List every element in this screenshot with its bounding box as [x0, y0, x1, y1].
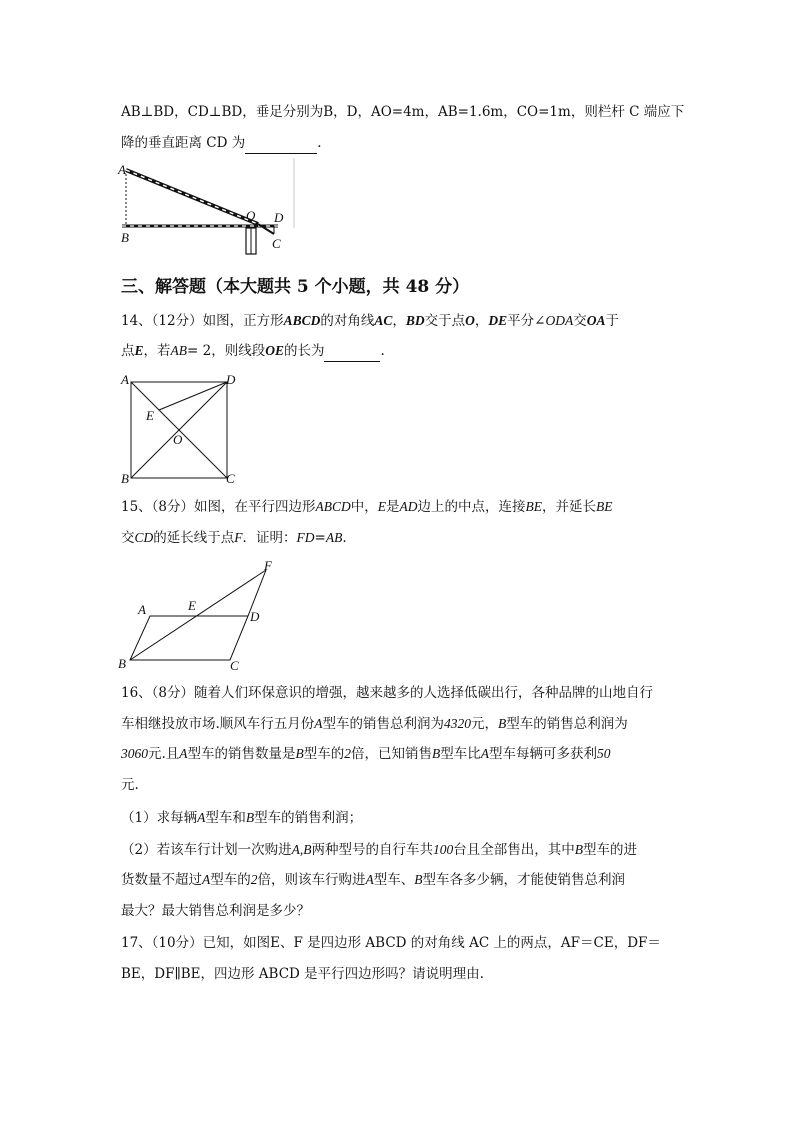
- q16-sub1: [121, 808, 362, 828]
- q14-e: E: [134, 343, 144, 358]
- q15-label-a: A: [138, 602, 146, 617]
- q13-label-a: A: [118, 162, 126, 177]
- q16-l2c: 元，: [471, 716, 499, 732]
- q16-a1: A: [314, 716, 323, 731]
- q16-line4: [121, 775, 139, 795]
- q15-p2: 中，: [350, 499, 378, 515]
- q13-answer-blank[interactable]: [245, 133, 317, 154]
- q16-b5: B: [574, 842, 583, 857]
- q16-b1: B: [498, 716, 507, 731]
- section3-title: 三、解答题（本大题共 5 个小题，共 48 分）: [121, 277, 470, 297]
- q16-s3e: 型车各多少辆，才能使销售总利润: [422, 872, 625, 888]
- q14-l2b: ，若: [143, 343, 171, 359]
- q14-answer-blank[interactable]: [324, 341, 380, 362]
- q13-figure: [118, 158, 298, 258]
- q16-n100: 100: [432, 842, 454, 857]
- q14-sep: ，: [392, 313, 406, 329]
- q15-be2: BE: [596, 499, 613, 514]
- q14-label-e: E: [146, 408, 154, 423]
- q16-s2b: 两种型号的自行车共: [311, 842, 433, 858]
- q13-line2: [121, 133, 322, 154]
- q16-l4: 元.: [121, 777, 139, 793]
- q15-be: BE: [525, 499, 543, 514]
- q16-s2d: 型车的进: [582, 842, 637, 858]
- q16-b4: B: [245, 810, 255, 825]
- q14-label-c: C: [226, 471, 235, 486]
- q14-o: O: [465, 313, 475, 328]
- q14-line1: [121, 311, 619, 331]
- q13-line1: [121, 102, 684, 122]
- q16-l2a: 车相继投放市场.顺风车行五月份: [121, 716, 315, 732]
- q14-label-d: D: [226, 372, 236, 387]
- q15-line1: [121, 497, 613, 517]
- q15-l2a: 交: [121, 530, 135, 546]
- q15-p5: ，并延长: [542, 499, 597, 515]
- q16-a2: A: [179, 746, 188, 761]
- q16-l2d: 型车的销售总利润为: [506, 716, 628, 732]
- q16-s3b: 型车的: [210, 872, 251, 888]
- q16-l3d: 倍，已知销售: [351, 746, 433, 762]
- q16-l3f: 型车每辆可多获利: [489, 746, 598, 762]
- q13-text1: AB⊥BD，CD⊥BD，垂足分别为B，D，AO=4m，AB=1.6m，CO=1m，则栏杆 C 端应下: [121, 104, 685, 120]
- q15-l2d: .: [342, 530, 347, 546]
- q14-l2a: 点: [121, 343, 135, 359]
- q16-l2b: 型车的销售总利润为: [322, 716, 445, 732]
- q14-seg-de: [159, 382, 227, 410]
- q15-fd: FD: [296, 530, 315, 545]
- q13-text2: 降的垂直距离 CD 为: [121, 135, 246, 151]
- q13-label-b: B: [121, 230, 129, 245]
- q14-t2: 交于点: [424, 313, 466, 329]
- q16-line3: [121, 744, 611, 764]
- q16-s2c: 台且全部售出，其中: [453, 842, 575, 858]
- q14-ac: AC: [374, 313, 393, 328]
- q16-s1c: 型车的销售利润；: [254, 810, 363, 826]
- q15-ab: AB: [325, 530, 343, 545]
- q16-l3b: 型车的销售数量是: [187, 746, 296, 762]
- q16-s3c: 倍，则该车行购进: [257, 872, 366, 888]
- q14-abcd: ABCD: [283, 313, 321, 328]
- q16-s3d: 型车、: [373, 872, 415, 888]
- q14-t0: 14、（12分）如图，正方形: [121, 313, 284, 329]
- q14-oe: OE: [265, 343, 284, 358]
- q17-l2: BE，DF∥BE，四边形 ABCD 是平行四边形吗？请说明理由.: [121, 966, 484, 982]
- q15-label-c: C: [230, 658, 239, 673]
- q14-oa: OA: [586, 313, 606, 328]
- q14-comma2: ，: [474, 313, 489, 329]
- q16-s2a: （2）若该车行计划一次购进: [121, 842, 292, 858]
- q16-line1: [121, 683, 653, 703]
- q16-sub2-line3: [121, 901, 310, 921]
- q16-a6: A: [365, 872, 374, 887]
- q16-n2a: 2: [344, 746, 352, 761]
- q15-line2: [121, 528, 347, 548]
- q15-label-e: E: [188, 598, 196, 613]
- q15-l2b: 的延长线于点: [153, 530, 235, 546]
- q16-a4: A: [197, 810, 206, 825]
- q14-l2c: = 2，则线段: [187, 343, 266, 359]
- q14-l2d: 的长为: [283, 343, 325, 359]
- q14-oda: ODA: [545, 313, 574, 328]
- q15-figure: [118, 558, 288, 673]
- q16-sub2-line2: [121, 870, 625, 890]
- q14-t5: 于: [605, 313, 619, 329]
- q14-label-a: A: [121, 372, 129, 387]
- q15-seg-bf: [130, 570, 266, 660]
- q15-p1: 15、（8分）如图，在平行四边形: [121, 499, 316, 515]
- q16-l3e: 型车比: [440, 746, 481, 762]
- q16-a3: A: [480, 746, 490, 761]
- q14-ab: AB: [170, 343, 188, 358]
- q16-s1a: （1）求每辆: [121, 810, 198, 826]
- q13-label-d: D: [274, 210, 284, 225]
- q14-label-o: O: [173, 432, 183, 447]
- q16-s4: 最大？最大销售总利润是多少？: [121, 903, 310, 919]
- q14-bd: BD: [405, 313, 425, 328]
- q13-label-o: O: [246, 208, 256, 223]
- q16-ab: A,B: [291, 842, 312, 857]
- q16-a5: A: [202, 872, 211, 887]
- q17-line2: [121, 964, 484, 984]
- q14-t3: 平分∠: [507, 313, 546, 329]
- q14-t1: 的对角线: [320, 313, 375, 329]
- q16-l3a: 元.且: [148, 746, 180, 762]
- q14-figure: [118, 370, 248, 485]
- q16-b2: B: [295, 746, 304, 761]
- q15-label-d: D: [250, 609, 260, 624]
- q15-ad: AD: [399, 499, 418, 514]
- q15-p4: 边上的中点，连接: [417, 499, 526, 515]
- q16-line2: [121, 714, 628, 734]
- q16-l1: 16、（8分）随着人们环保意识的增强，越来越多的人选择低碳出行，各种品牌的山地自行: [121, 685, 654, 701]
- q16-n3060: 3060: [121, 746, 148, 761]
- q14-de: DE: [488, 313, 508, 328]
- q15-f: F: [234, 530, 243, 545]
- q13-period: .: [317, 135, 322, 151]
- q14-t4: 交: [573, 313, 587, 329]
- q15-l2c: ．证明：: [242, 530, 297, 546]
- q13-label-c: C: [272, 236, 281, 251]
- q15-e: E: [377, 499, 387, 514]
- q16-n4320: 4320: [444, 716, 472, 731]
- q15-parallelogram: [130, 616, 248, 660]
- q16-s1b: 型车和: [205, 810, 246, 826]
- q16-b6: B: [414, 872, 423, 887]
- q15-label-f: F: [264, 558, 272, 573]
- q16-l3c: 型车的: [303, 746, 345, 762]
- q17-l1: 17、（10分）已知，如图E、F 是四边形 ABCD 的对角线 AC 上的两点，AF＝CE，DF＝: [121, 935, 661, 951]
- q15-label-b: B: [118, 656, 126, 671]
- q16-n50: 50: [597, 746, 611, 761]
- q16-b3: B: [432, 746, 441, 761]
- q15-p3: 是: [386, 499, 400, 515]
- q14-l2e: .: [380, 343, 385, 359]
- q15-abcd: ABCD: [315, 499, 351, 514]
- q15-cd: CD: [134, 530, 154, 545]
- q14-label-b: B: [121, 471, 129, 486]
- q14-line2: [121, 341, 385, 362]
- q16-n2b: 2: [250, 872, 258, 887]
- q15-eq: =: [314, 530, 326, 546]
- q16-sub2: [121, 840, 637, 860]
- q17-line1: [121, 933, 661, 953]
- q16-s3a: 货数量不超过: [121, 872, 202, 888]
